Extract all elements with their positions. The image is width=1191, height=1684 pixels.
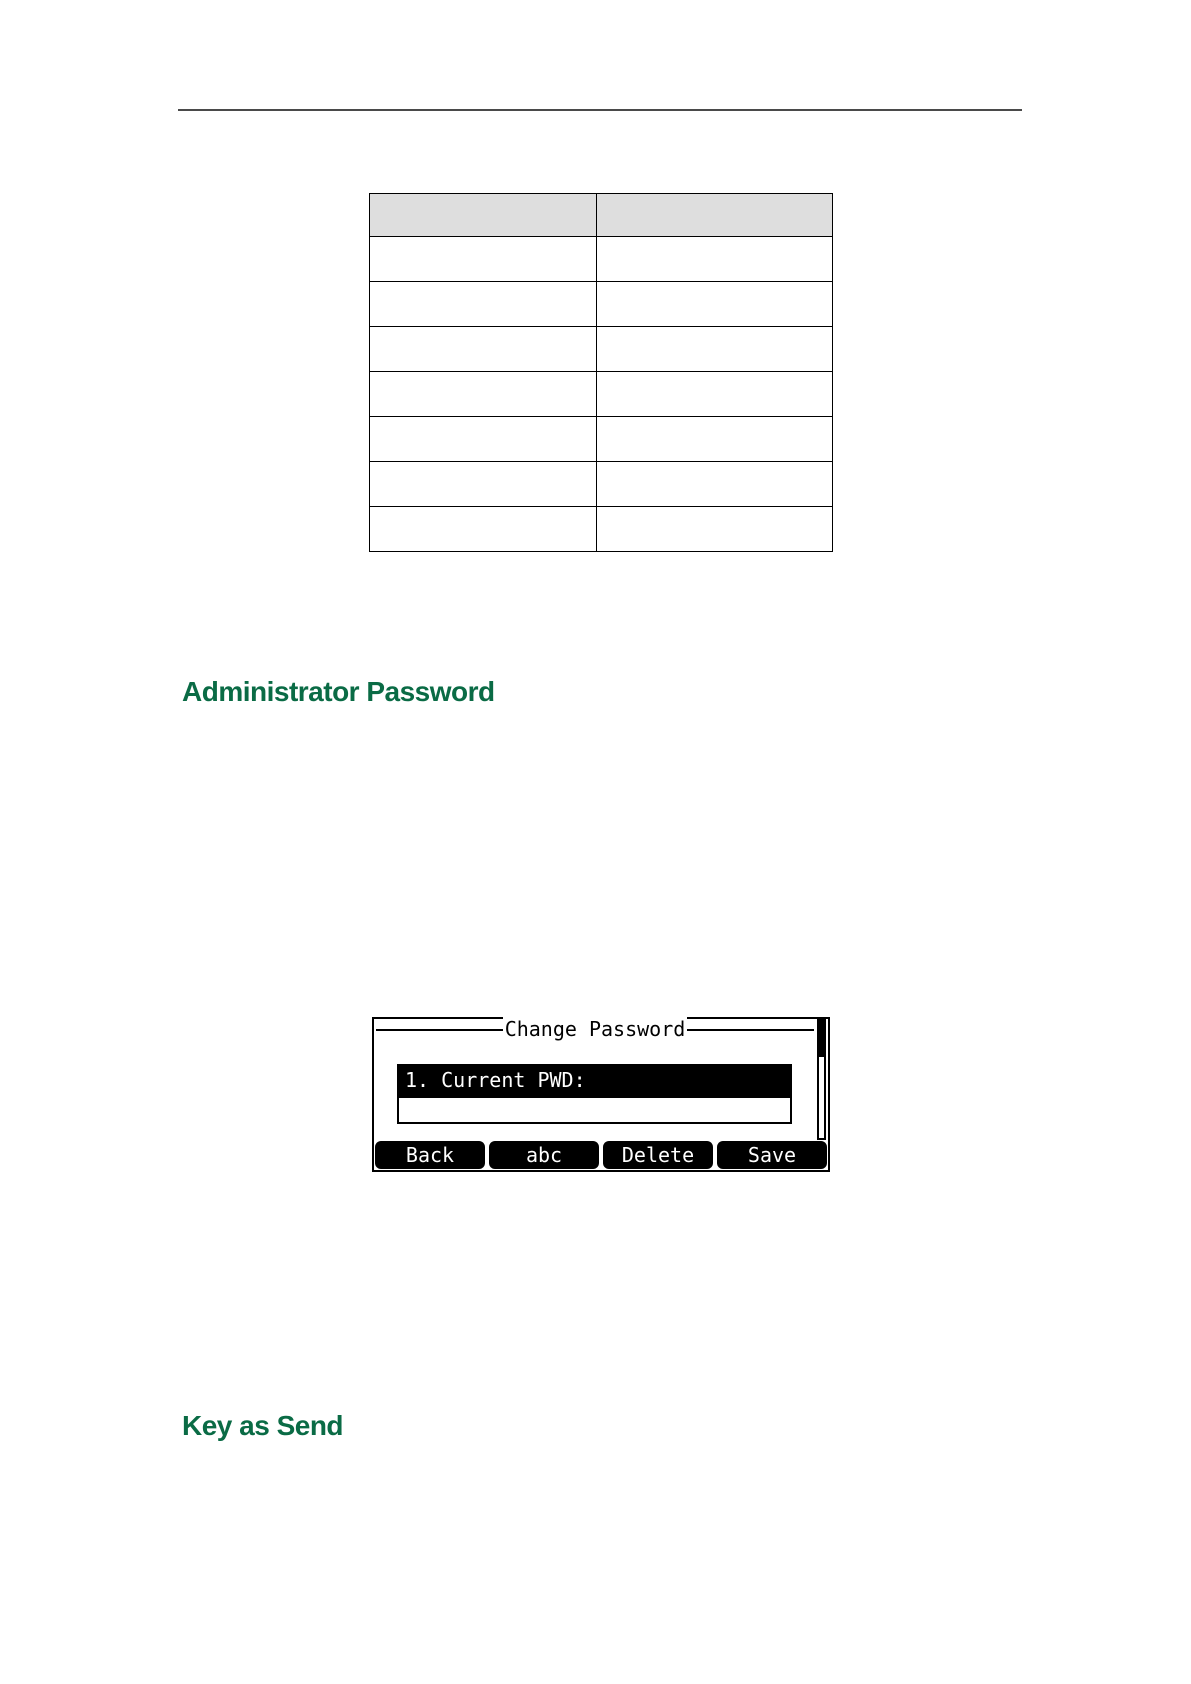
settings-table	[369, 193, 833, 552]
input-mode-softkey[interactable]: abc	[489, 1141, 599, 1169]
section-heading-administrator-password: Administrator Password	[182, 676, 495, 707]
current-pwd-label: 1. Current PWD:	[397, 1064, 792, 1096]
table-row	[370, 372, 833, 417]
delete-softkey[interactable]: Delete	[603, 1141, 713, 1169]
table-cell	[370, 327, 597, 372]
page-header-rule	[178, 109, 1022, 111]
table-cell	[597, 507, 833, 552]
lcd-scrollbar[interactable]	[817, 1019, 826, 1140]
table-row	[370, 462, 833, 507]
table-row	[370, 507, 833, 552]
table-cell	[597, 237, 833, 282]
lcd-scroll-thumb[interactable]	[819, 1021, 824, 1057]
phone-lcd-screenshot	[372, 1017, 830, 1172]
table-header-cell	[370, 194, 597, 237]
table-row	[370, 282, 833, 327]
section-heading-key-as-send: Key as Send	[182, 1410, 344, 1441]
table-cell	[370, 282, 597, 327]
table-header-cell	[597, 194, 833, 237]
table-cell	[370, 237, 597, 282]
table-row	[370, 417, 833, 462]
current-pwd-input[interactable]	[397, 1096, 792, 1124]
table-cell	[370, 372, 597, 417]
settings-table-container	[369, 193, 833, 552]
table-cell	[370, 417, 597, 462]
table-cell	[597, 417, 833, 462]
table-cell	[370, 462, 597, 507]
lcd-title-wrapper	[374, 1018, 816, 1040]
table-row	[370, 327, 833, 372]
table-cell	[597, 282, 833, 327]
lcd-softkey-bar	[375, 1141, 827, 1169]
table-cell	[370, 507, 597, 552]
table-header-row	[370, 194, 833, 237]
table-cell	[597, 327, 833, 372]
save-softkey[interactable]: Save	[717, 1141, 827, 1169]
table-cell	[597, 372, 833, 417]
back-softkey[interactable]: Back	[375, 1141, 485, 1169]
table-cell	[597, 462, 833, 507]
lcd-title: Change Password	[504, 1017, 686, 1041]
table-row	[370, 237, 833, 282]
